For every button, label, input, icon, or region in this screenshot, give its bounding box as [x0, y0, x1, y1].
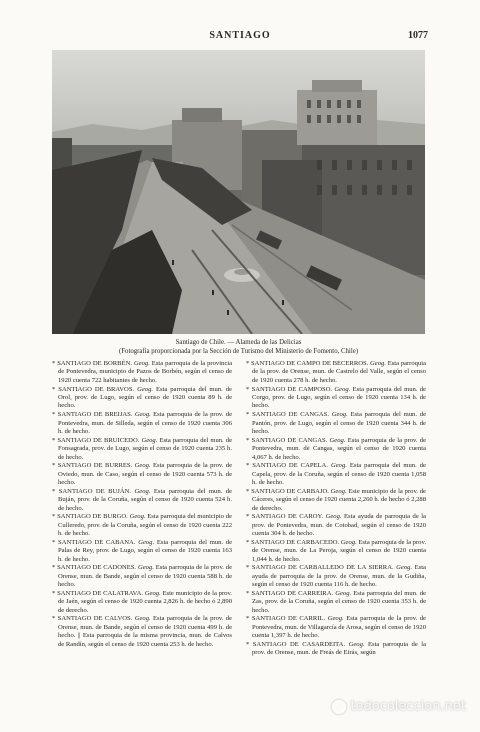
caption-credit: (Fotografía proporcionada por la Sección de Turismo del Ministerio de Fomento, Chile) — [119, 348, 358, 355]
entry-text: Esta parroquia de la prov. de Pontevedra, mun. de Villagarcía de Arosa, según el censo de 1920 cuenta 1,397 h. de hecho. — [252, 615, 426, 640]
entry-text: Esta parroquia del mun. de Palas de Rey, prov. de Lugo, según el censo de 1920 cuenta 163 h. de hecho. — [58, 538, 233, 563]
watermark-logo-icon — [332, 700, 346, 714]
entry-geog-label: Geog. — [133, 360, 150, 367]
entry-headword: SANTIAGO DE BUJÁN. — [58, 487, 132, 495]
entry-geog-label: Geog. — [325, 513, 342, 521]
entry-geog-label: Geog. — [329, 436, 346, 444]
entry-headword: SANTIAGO DE BURRES. — [57, 462, 133, 470]
entry-headword: SANTIAGO DE CALVOS. — [57, 615, 133, 623]
dictionary-entry: * SANTIAGO DE BURGO. Geog. Esta parroquia del municipio de Culleredo, prov. de la Coruña, según el censo de 1920 cuenta 222 h. de hecho. — [52, 513, 232, 538]
watermark-text: todocoleccion.net — [350, 699, 466, 714]
dictionary-entry: * SANTIAGO DE CARREIRA. Geog. Esta parroquia del mun. de Zas, prov. de la Coruña, según el censo de 1920 cuenta 353 h. de hecho. — [246, 589, 426, 614]
dictionary-entry: * SANTIAGO DE BORBÉN. Geog. Esta parroquia de la provincia de Pontevedra, municipio de Pazos de Borbén, según el censo de 1920 cuenta 722 habitantes de hecho. — [52, 360, 233, 384]
dictionary-entry: * SANTIAGO DE BRAVOS. Geog. Esta parroquia del mun. de Orol, prov. de Lugo, según el censo de 1920 cuenta 89 h. de hecho. — [52, 385, 232, 410]
entry-text: Este municipio de la prov. de Jaén, según el censo de 1920 cuenta 2,826 h. de hecho ó 2,890 de derecho. — [58, 589, 232, 614]
entry-geog-label: Geog. — [396, 564, 413, 572]
dictionary-entry: * SANTIAGO DE BURRES. Geog. Esta parroquia de la prov. de Oviedo, mun. de Caso, según el censo de 1920 cuenta 573 h. de hecho. — [52, 462, 233, 487]
running-title: SANTIAGO — [209, 30, 271, 41]
dictionary-entry: * SANTIAGO DE CANGAS. Geog. Esta parroquia de la prov. de Pontevedra, mun. de Cangas, según el censo de 1920 cuenta 4,067 h. de hecho. — [246, 436, 427, 461]
dictionary-entry: * SANTIAGO DE CAROY. Geog. Esta ayuda de parroquia de la prov. de Pontevedra, mun. de Cotobad, según el censo de 1920 cuenta 304 h. de hecho. — [246, 513, 426, 538]
dictionary-entry: * SANTIAGO DE BRUICEDO. Geog. Esta parroquia del mun. de Fonsagrada, prov. de Lugo, según el censo de 1920 cuenta 235 h. de hecho. — [52, 436, 232, 461]
entry-headword: SANTIAGO DE CAROY. — [251, 513, 324, 521]
entry-headword: SANTIAGO DE CAPELA. — [252, 462, 328, 470]
page-header — [52, 30, 428, 44]
entry-text: Esta parroquia de la prov. de Orense, mun. de Bande, según el censo de 1920 cuenta 499 h. de hecho. || Esta parroquia de la misma provincia, mun. de Calvos de Randín, según el censo de 1920 cuenta 253 h. de hecho. — [58, 615, 232, 648]
entry-geog-label: Geog. — [330, 462, 347, 470]
dictionary-entry: * SANTIAGO DE CARBALLEDO DE LA SIERRA. Geog. Esta ayuda de parroquia de la prov. de Orense, mun. de la Gudiña, según el censo de 1920 cuenta 116 h. de hecho. — [246, 564, 426, 589]
dictionary-entry: * SANTIAGO DE CADONES. Geog. Esta parroquia de la prov. de Orense, mun. de Bande, según el censo de 1920 cuenta 588 h. de hecho. — [52, 564, 233, 589]
dictionary-entry: * SANTIAGO DE CANGAS. Geog. Esta parroquia del mun. de Pantón, prov. de Lugo, según el censo de 1920 cuenta 344 h. de hecho. — [246, 411, 427, 435]
entry-text: Esta parroquia de la provincia de Pontevedra, municipio de Pazos de Borbén, según el censo de 1920 cuenta 722 habitantes de hecho. — [58, 360, 233, 384]
entry-text: Esta parroquia del mun. de Zas, prov. de la Coruña, según el censo de 1920 cuenta 353 h. de hecho. — [252, 589, 426, 614]
entry-headword: SANTIAGO DE CARBALLEDO DE LA SIERRA. — [251, 564, 394, 572]
dictionary-entry: * SANTIAGO DE CARRIL. Geog. Esta parroquia de la prov. de Pontevedra, mun. de Villagarcía de Arosa, según el censo de 1920 cuenta 1,397 h. de hecho. — [246, 615, 426, 640]
entry-geog-label: Geog. — [335, 589, 352, 597]
entry-headword: SANTIAGO DE CAMPO DE BECERROS. — [251, 360, 369, 367]
dictionary-entry: * SANTIAGO DE CARBACEDO. Geog. Esta parroquia de la prov. de Orense, mun. de La Peroja, según el censo de 1920 cuenta 1,044 h. de hecho. — [246, 538, 426, 563]
photo-caption — [52, 338, 425, 356]
entry-headword: SANTIAGO DE BRAVOS. — [58, 385, 135, 393]
entry-geog-label: Geog. — [144, 589, 161, 597]
entry-text: Esta parroquia de la prov. de Orense, mun. de Freás de Eirás, según — [252, 641, 427, 657]
entry-text: Este municipio de la prov. de Cáceres, según el censo de 1920 cuenta 2,260 h. de hecho ó 2,288 de derecho. — [252, 487, 426, 512]
entry-headword: SANTIAGO DE BRUICEDO. — [57, 436, 140, 444]
dictionary-entry: * SANTIAGO DE BUJÁN. Geog. Esta parroquia del mun. de Buján, prov. de la Coruña, según el censo de 1920 cuenta 524 h. de hecho. — [52, 487, 232, 512]
entry-text: Esta parroquia del municipio de Culleredo, prov. de la Coruña, según el censo de 1920 cuenta 222 h. de hecho. — [58, 513, 232, 538]
entry-geog-label: Geog. — [134, 411, 151, 419]
entry-headword: SANTIAGO DE CANGAS. — [252, 411, 329, 419]
entry-text: Esta ayuda de parroquia de la prov. de Pontevedra, mun. de Cotobad, según el censo de 1920 cuenta 304 h. de hecho. — [252, 513, 426, 538]
entry-geog-label: Geog. — [331, 411, 348, 419]
entry-headword: SANTIAGO DE BREIJAS. — [57, 411, 133, 419]
entry-geog-label: Geog. — [134, 462, 151, 470]
entry-geog-label: Geog. — [134, 615, 151, 623]
entry-text: Esta parroquia de la prov. de Pontevedra, mun. de Cangas, según el censo de 1920 cuenta 4,067 h. de hecho. — [252, 436, 427, 461]
entry-headword: SANTIAGO DE CANGAS. — [251, 436, 328, 444]
dictionary-entry: * SANTIAGO DE CAMPOSO. Geog. Esta parroquia del mun. de Corgo, prov. de Lugo, según el censo de 1920 cuenta 134 h. de hecho. — [246, 385, 426, 410]
entry-text: Esta parroquia del mun. de Pantón, prov. de Lugo, según el censo de 1920 cuenta 344 h. de hecho. — [252, 411, 427, 435]
dictionary-entry: * SANTIAGO DE BREIJAS. Geog. Esta parroquia de la prov. de Pontevedra, mun. de Silleda, según el censo de 1920 cuenta 306 h. de hecho. — [52, 411, 233, 435]
entry-text: Esta parroquia del mun. de Buján, prov. de la Coruña, según el censo de 1920 cuenta 524 h. de hecho. — [58, 487, 232, 512]
entry-headword: SANTIAGO DE CADONES. — [57, 564, 137, 572]
right-column — [246, 360, 426, 658]
entry-text: Esta parroquia de la prov. de Pontevedra, mun. de Silleda, según el censo de 1920 cuenta 306 h. de hecho. — [58, 411, 233, 435]
entry-geog-label: Geog. — [137, 385, 154, 393]
dictionary-entry: * SANTIAGO DE CALVOS. Geog. Esta parroquia de la prov. de Orense, mun. de Bande, según el censo de 1920 cuenta 499 h. de hecho. || Esta parroquia de la misma provincia, mun. de Calvos de Randín, según el censo de 1920 cuenta 253 h. de hecho. — [52, 615, 232, 648]
entry-headword: SANTIAGO DE CARBAJO. — [251, 487, 329, 495]
entry-geog-label: Geog. — [141, 436, 158, 444]
entry-headword: SANTIAGO DE CARBACEDO. — [250, 538, 340, 546]
dictionary-entry: * SANTIAGO DE CAPELA. Geog. Esta parroquia del mun. de Capela, prov. de la Coruña, según el censo de 1920 cuenta 1,058 h. de hecho. — [246, 462, 426, 487]
dictionary-entry: * SANTIAGO DE CASARDEITA. Geog. Esta parroquia de la prov. de Orense, mun. de Freás de Eirás, según — [246, 641, 427, 657]
entry-geog-label: Geog. — [348, 641, 365, 649]
dictionary-entry: * SANTIAGO DE CABANA. Geog. Esta parroquia del mun. de Palas de Rey, prov. de Lugo, según el censo de 1920 cuenta 163 h. de hecho. — [52, 538, 233, 563]
entry-text: Esta parroquia de la prov. de Orense, mun. de La Peroja, según el censo de 1920 cuenta 1,044 h. de hecho. — [252, 538, 426, 563]
page-number: 1077 — [408, 30, 428, 41]
entry-text: Esta parroquia de la prov. de Orense, mun. de Bande, según el censo de 1920 cuenta 588 h. de hecho. — [58, 564, 233, 589]
entry-text: Esta parroquia de la prov. de Orense, mun. de Castrelo del Valle, según el censo de 1920 cuenta 278 h. de hecho. — [252, 360, 427, 384]
entry-geog-label: Geog. — [134, 487, 151, 495]
entry-geog-label: Geog. — [334, 385, 351, 393]
entry-headword: SANTIAGO DE CARRIL. — [251, 615, 326, 623]
entry-geog-label: Geog. — [327, 615, 344, 623]
entry-text: Esta parroquia del mun. de Corgo, prov. de Lugo, según el censo de 1920 cuenta 134 h. de hecho. — [252, 385, 426, 410]
entry-text: Esta parroquia del mun. de Capela, prov. de la Coruña, según el censo de 1920 cuenta 1,058 h. de hecho. — [252, 462, 426, 487]
entry-headword: SANTIAGO DE CARREIRA. — [251, 589, 334, 597]
entry-headword: SANTIAGO DE BORBÉN. — [57, 360, 132, 367]
dictionary-entry: * SANTIAGO DE CALATRAVA. Geog. Este municipio de la prov. de Jaén, según el censo de 1920 cuenta 2,826 h. de hecho ó 2,890 de derecho. — [52, 589, 232, 614]
entry-geog-label: Geog. — [129, 513, 146, 521]
entry-headword: SANTIAGO DE CAMPOSO. — [251, 385, 333, 393]
dictionary-entry: * SANTIAGO DE CAMPO DE BECERROS. Geog. Esta parroquia de la prov. de Orense, mun. de Castrelo del Valle, según el censo de 1920 cuenta 278 h. de hecho. — [246, 360, 427, 384]
entry-text: Esta parroquia de la prov. de Oviedo, mun. de Caso, según el censo de 1920 cuenta 573 h. de hecho. — [58, 462, 233, 487]
entry-geog-label: Geog. — [370, 360, 386, 367]
left-column — [52, 360, 232, 649]
entry-headword: SANTIAGO DE CASARDEITA. — [252, 641, 346, 649]
street-photograph — [52, 50, 425, 334]
entry-headword: SANTIAGO DE BURGO. — [57, 513, 128, 521]
caption-title: Santiago de Chile. — Alameda de las Delicias — [175, 339, 302, 346]
entry-geog-label: Geog. — [330, 487, 347, 495]
entry-text: Esta ayuda de parroquia de la prov. de Orense, mun. de la Gudiña, según el censo de 1920 cuenta 116 h. de hecho. — [252, 564, 426, 589]
entry-text: Esta parroquia del mun. de Fonsagrada, prov. de Lugo, según el censo de 1920 cuenta 235 h. de hecho. — [58, 436, 232, 461]
entry-headword: SANTIAGO DE CALATRAVA. — [57, 589, 143, 597]
entry-geog-label: Geog. — [340, 538, 357, 546]
entry-headword: SANTIAGO DE CABANA. — [58, 538, 136, 546]
entry-geog-label: Geog. — [137, 564, 154, 572]
entry-text: Esta parroquia del mun. de Orol, prov. de Lugo, según el censo de 1920 cuenta 89 h. de hecho. — [58, 385, 232, 410]
entry-geog-label: Geog. — [138, 538, 155, 546]
watermark — [332, 699, 466, 714]
dictionary-entry: * SANTIAGO DE CARBAJO. Geog. Este municipio de la prov. de Cáceres, según el censo de 1920 cuenta 2,260 h. de hecho ó 2,288 de derecho. — [246, 487, 426, 512]
